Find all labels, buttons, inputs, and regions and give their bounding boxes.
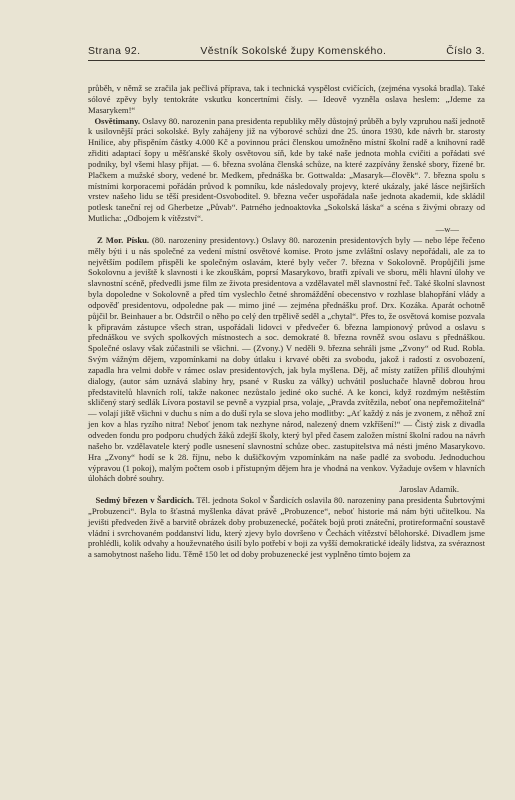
paragraph-mor-pisku-text: (80. narozeniny presidentovy.) Oslavy 80. narozenin presidentových byly — nebo lépe řečeno měly býti i u nás společné za vedení místní osvětové komise. Proto jsme zvláštní oslavy nepořádali, ale za to největším podílem přispěli ke společným oslavám, které byly večer 7. března v Sokolovně. Propůjčili jsme Sokolovnu a jeviště k slavnosti i ke zkouškám, poprsí Masarykovo, bratři zpívali ve sboru, měli hlavní úlohy ve slavnostní scéně, předvedli jsme film ze života presidentova a vzdělavatel měl slavnostní řeč. Také školní slavnost byla dopoledne v Sokolovně a před tím vyslechlo četné shromáždění obecenstvo v rozhlase blahopřání vlády a odpověď presidentovu, odpoledne pak — mimo jiné — zejména přednášku prof. Drx. Kozáka. Aparát ochotně půjčil br. Beinhauer a br. Odstrčil o něho po celý den trpělivě seděl a „chytal“. Přes to, že osvětová komise pozvala k připravám zástupce všech stran, uspořádali lidovci v předvečer 6. března lampionový průvod a oslavu s přednáškou ve svých spolkových místnostech a soc. demokraté 8. března rovněž svou oslavu s přednáškou. Společné oslavy však zúčastnili se všichni. — (Zvony.) V neděli 9. března sehráli jsme „Zvony“ od Rud. Robla. Svým vážným dějem, vzpomínkami na doby útlaku i krvavé oběti za svobodu, jakož i radostí z osvobození, zapadla hra velmi dobře v rámec oslav presidentových, jak byla myšlena. Děj, ač místy zatížen příliš dlouhými dialogy, (autor sám uznává slabiny hry, psané v Rusku za války) uchvátil posluchače hlavně dobrou hrou představitelů hlavních rolí, takže nakonec nezůstalo jediné oko suché. A ke konci, když rozdmým neštěstím skličený starý sedlák Lívora postavil se pevně a vyzpial prsa, volaje, „Pravda zvítězila, neboť ona nepřemožitelná“ — volají jiště všichni v duchu s ním a do duší ryla se slova jeho modlitby: „Ať každý z nás je zvonem, z něhož zní jen kov a hlas ryzího nitra! Neboť jenom tak nezhyne národ, nalezený dnem vzkříšení!“ — Čistý zisk z divadla odveden fondu pro podporu chudých žáků zdejší školy, který byl před časem založen místní školní radou na návrh našeho br. vzdělavatele který podle usnesení slavnostní schůze obec. zastupitelstva má nésti jméno Masarykovo. Hra „Zvony“ hodí se k 28. říjnu, nebo k dušičkovým vzpomínkám na naše padlé za svobodu. Jednoduchou výpravou (1 pokoj), malým počtem osob i přístupným dějem hra je vhodná na venkov. Vyžaduje ovšem v hlavních úlohách dobré souhry.	[88, 234, 485, 484]
signature-adamik: Jaroslav Adamík.	[399, 484, 459, 495]
section-title-mor-pisku: Z Mor. Písku.	[97, 234, 150, 245]
signature-w: —w—	[435, 223, 459, 234]
issue-number: Číslo 3.	[446, 45, 485, 57]
paragraph-1	[88, 83, 485, 116]
paragraph-osvetimany-text: Oslavy 80. narozenin pana presidenta republiky měly důstojný průběh a byly vzpruhou naší jednotě k usilovnější práci sokolské. Byly zahájeny již na výborové schůzi dne 25. února 1930, kde návrh br. starosty Hnilice, aby přispěním částky 4.000 Kč a povinnou práci členskou umožněno místní školní radě a knihovní radě zřiditi adaptací šopy u měšťanské školy osvětovou síň, kde by také naše jednota mohla cvičiti a pořádati své podniky, byl všemi hlasy přijat. — 6. března svolána členská schůze, na které zazpívány ženské sbory, řízené br. Plačkem a mužské sbory, vedené br. Medkem, přednáška br. Gottwalda: „Masaryk—člověk“. 7. března spolu s místními korporacemi pořádán průvod k pomníku, kde následovaly projevy, které ukázaly, jaké lásce nejširších vrstev našeho lidu se těší president-Osvoboditel. 9. března večer uspořádala naše jednota akademii, kde skládil potlesk taneční rej od Gherbetze „Půvab“. Patrného jednoaktovka „Sokolská láska“ a scéna s živými obrazy od Mutlicha: „Odbojem k vítězství“.	[88, 115, 486, 224]
paragraph-sardice-text: Těl. jednota Sokol v Šardicích oslavila 80. narozeniny pana presidenta Šubrtovými „Probuzenci“. Byla to šťastná myšlenka dávat právě „Probuzence“, neboť historie má nám býti učitelkou. Na jevišti předveden živě a barvitě obrázek doby probuzenecké, počátek bojů proti znáteční, protireformační soustavě vládní i svrchovaném poddanství lidu, který zjevy bylo dovršeno v Čechách vítězství bělohorské. Divadlem jsme prohlédli, kolik odvahy a houževnatého úsilí bylo potřebí v boji za vyšší demokratické ideály lidstva, za svéraznost a samobytnost našeho lidu. Těmě 150 let od doby probuzenecké jest vyplněno tímto bojem za	[88, 495, 485, 560]
journal-title: Věstník Sokolské župy Komenského.	[200, 45, 387, 57]
paragraph-mor-pisku	[88, 235, 485, 484]
paragraph-1-text: průběh, v němž se zračila jak pečlivá příprava, tak i technická vyspělost cvičících, (zejména vysoká bradla). Také sólové zpěvy byly tentokráte vskutku koncertními čísly. — Ideově vyzněla oslava heslem: „Jdeme za Masarykem!“	[88, 83, 485, 115]
article-body	[88, 83, 485, 560]
section-title-osvetimany: Osvětimany.	[94, 115, 141, 126]
paragraph-osvetimany	[88, 116, 485, 224]
page-header	[88, 45, 485, 61]
paragraph-sardice	[88, 495, 485, 560]
page-number: Strana 92.	[88, 45, 141, 57]
section-title-sardice: Sedmý březen v Šardicích.	[95, 495, 195, 506]
